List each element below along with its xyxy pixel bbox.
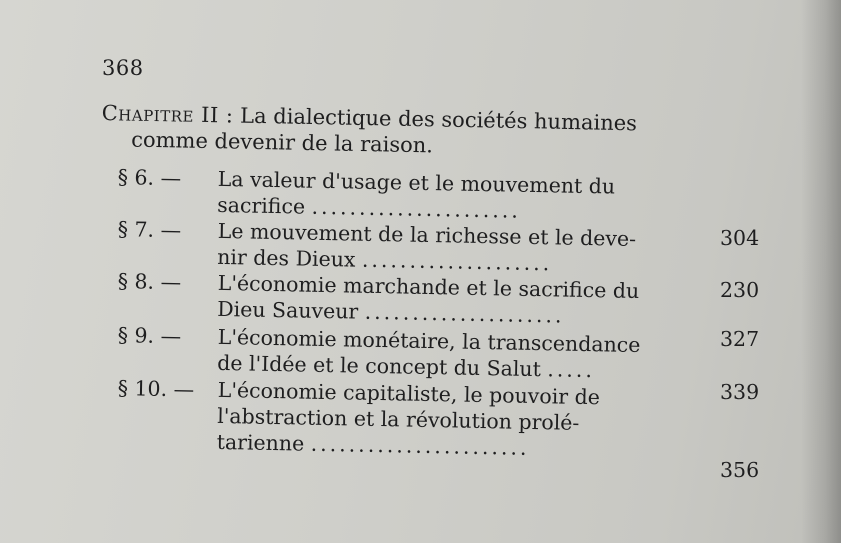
entry-line1: La valeur d'usage et le mouvement du [217,166,616,199]
toc-entry-10 [117,375,698,464]
section-number: § 7. — [117,216,182,243]
page-ref: 327 [720,327,760,351]
entry-line2: sacrifice [217,192,306,219]
page-ref: 230 [720,278,760,302]
toc-entry-8 [117,268,698,331]
entry-line1: Le mouvement de la richesse et le deve- [217,218,637,251]
chapter-title-line2: comme devenir de la raison. [131,127,434,158]
entry-line1: L'économie monétaire, la transcendance [217,324,641,358]
leader-dots: ..................... [364,299,565,328]
page-ref: 339 [720,380,760,404]
section-number: § 6. — [117,164,182,191]
entry-line3: tarienne [216,429,305,456]
section-number: § 10. — [117,375,195,402]
entry-line1: L'économie marchande et le sacrifice du [217,270,640,304]
entry-line2: Dieu Sauveur [217,296,359,324]
trailing-page-ref: 356 [720,458,760,482]
section-number: § 9. — [117,322,182,349]
page-number: 368 [102,56,144,80]
chapter-heading [101,100,702,164]
page-edge-shadow [801,0,841,543]
entry-line2: l'abstraction et la révolution prolé- [217,403,580,435]
entry-line1: L'économie capitaliste, le pouvoir de [217,377,601,410]
toc-entry-9 [117,322,698,385]
leader-dots: .................... [361,247,553,276]
entry-line2: nir des Dieux [217,244,356,272]
entry-line2: de l'Idée et le concept du Salut [217,350,542,382]
leader-dots: ...................... [311,194,522,223]
page-ref: 304 [720,226,760,250]
leader-dots: ....................... [310,431,530,460]
leader-dots: ..... [547,357,596,383]
chapter-label: Chapitre II : [101,100,234,128]
chapter-title-line1: La dialectique des sociétés humaines [239,103,638,136]
section-number: § 8. — [117,268,182,295]
